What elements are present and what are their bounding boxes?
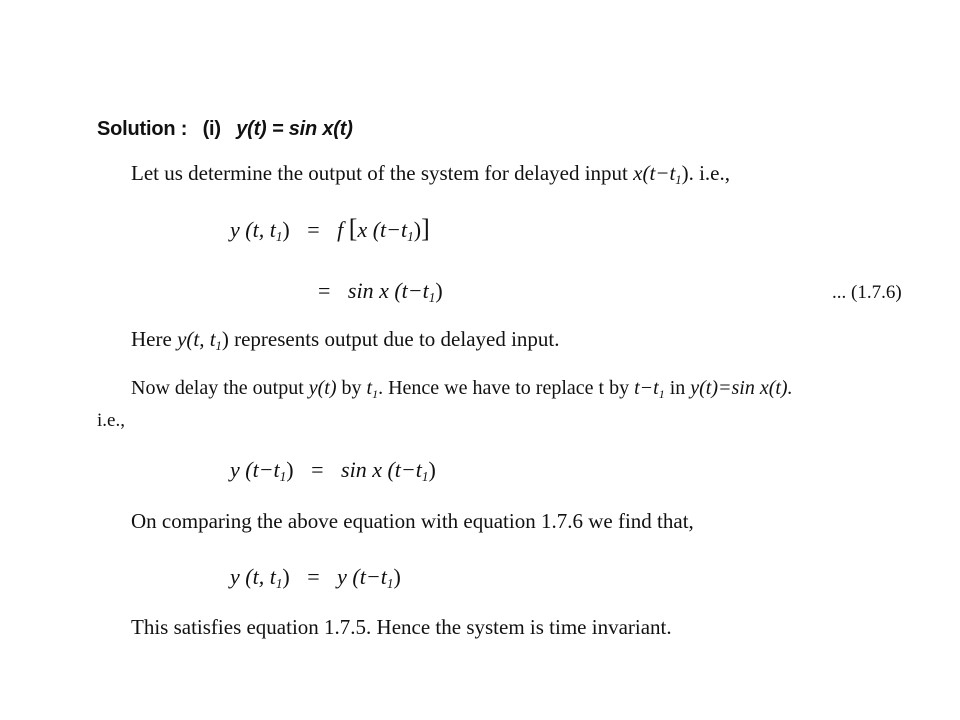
eq1-inner: x (t−t [357, 217, 408, 242]
paragraph-3-ie: i.e., [97, 410, 125, 431]
eq3-rhs-close: ) [428, 457, 436, 482]
paragraph-3 [131, 375, 793, 407]
eq4-lhs: y (t, t [230, 564, 276, 589]
eq3-rhs-sub: 1 [421, 469, 429, 484]
paragraph-3-math3: t−t [634, 377, 659, 399]
paragraph-3-text1: Now delay the output [131, 377, 304, 399]
eq3-rhs: sin x (t−t [341, 457, 422, 482]
eq1-lhs-close: ) [282, 217, 290, 242]
paragraph-2 [131, 326, 560, 359]
paragraph-1-tail: i.e., [699, 161, 730, 185]
paragraph-2-text: represents output due to delayed input. [234, 327, 560, 351]
eq3-lhs: y (t−t [230, 457, 280, 482]
solution-equation: y(t) = sin x(t) [236, 118, 353, 140]
paragraph-3-math2-sub: 1 [372, 387, 379, 401]
paragraph-1-x: x [633, 161, 643, 185]
eq1-close-bracket: ] [421, 214, 430, 243]
paragraph-3-math4: y(t)=sin x(t). [690, 377, 793, 399]
eq3-equals: = [311, 457, 324, 482]
equation-3 [230, 455, 436, 492]
paragraph-3-math1: y(t) [308, 377, 337, 399]
paragraph-2-sub: 1 [215, 339, 222, 353]
eq4-rhs: y (t−t [337, 564, 387, 589]
paragraph-2-close: ) [221, 327, 229, 351]
eq1-open-bracket: [ [348, 214, 358, 243]
paragraph-3-math2: t [366, 377, 373, 399]
eq3-lhs-close: ) [286, 457, 294, 482]
eq2-rhs: sin x (t−t [347, 278, 429, 303]
equation-1 [230, 214, 430, 252]
eq2-rhs-close: ) [435, 278, 443, 303]
eq2-rhs-sub: 1 [428, 290, 436, 305]
eq4-rhs-close: ) [393, 564, 401, 589]
paragraph-1-close: ). [681, 161, 694, 185]
paragraph-2-math: y(t, t [177, 327, 216, 351]
eq1-lhs: y (t, t [230, 217, 276, 242]
eq2-equals: = [318, 278, 331, 303]
eq1-equals: = [307, 217, 320, 242]
paragraph-3-math3-sub: 1 [658, 387, 665, 401]
eq4-lhs-sub: 1 [275, 576, 283, 591]
paragraph-3-text4: in [669, 377, 686, 399]
paragraph-4: On comparing the above equation with equation 1.7.6 we find that, [131, 509, 694, 533]
eq1-f: f [337, 217, 344, 242]
paragraph-2-lead: Here [131, 327, 172, 351]
paragraph-5: This satisfies equation 1.7.5. Hence the system is time invariant. [131, 615, 672, 639]
solution-label: Solution : [97, 118, 188, 140]
eq1-inner-sub: 1 [407, 229, 414, 244]
paragraph-1 [131, 160, 730, 193]
eq3-lhs-sub: 1 [279, 469, 287, 484]
eq1-inner-close: ) [413, 217, 422, 242]
eq4-rhs-sub: 1 [386, 576, 394, 591]
paragraph-1-arg: (t−t [642, 161, 676, 185]
equation-number: ... (1.7.6) [832, 282, 902, 303]
solution-heading [97, 116, 353, 142]
eq1-lhs-sub: 1 [275, 229, 283, 244]
solution-part: (i) [202, 118, 221, 140]
eq4-lhs-close: ) [282, 564, 290, 589]
eq4-equals: = [307, 564, 320, 589]
paragraph-3-text2: by [341, 377, 362, 399]
paragraph-1-sub: 1 [675, 173, 682, 187]
paragraph-3-text3: . Hence we have to replace t by [378, 377, 630, 399]
paragraph-1-text: Let us determine the output of the system for delayed input [131, 161, 628, 185]
equation-4 [230, 562, 401, 599]
equation-2 [318, 276, 443, 313]
